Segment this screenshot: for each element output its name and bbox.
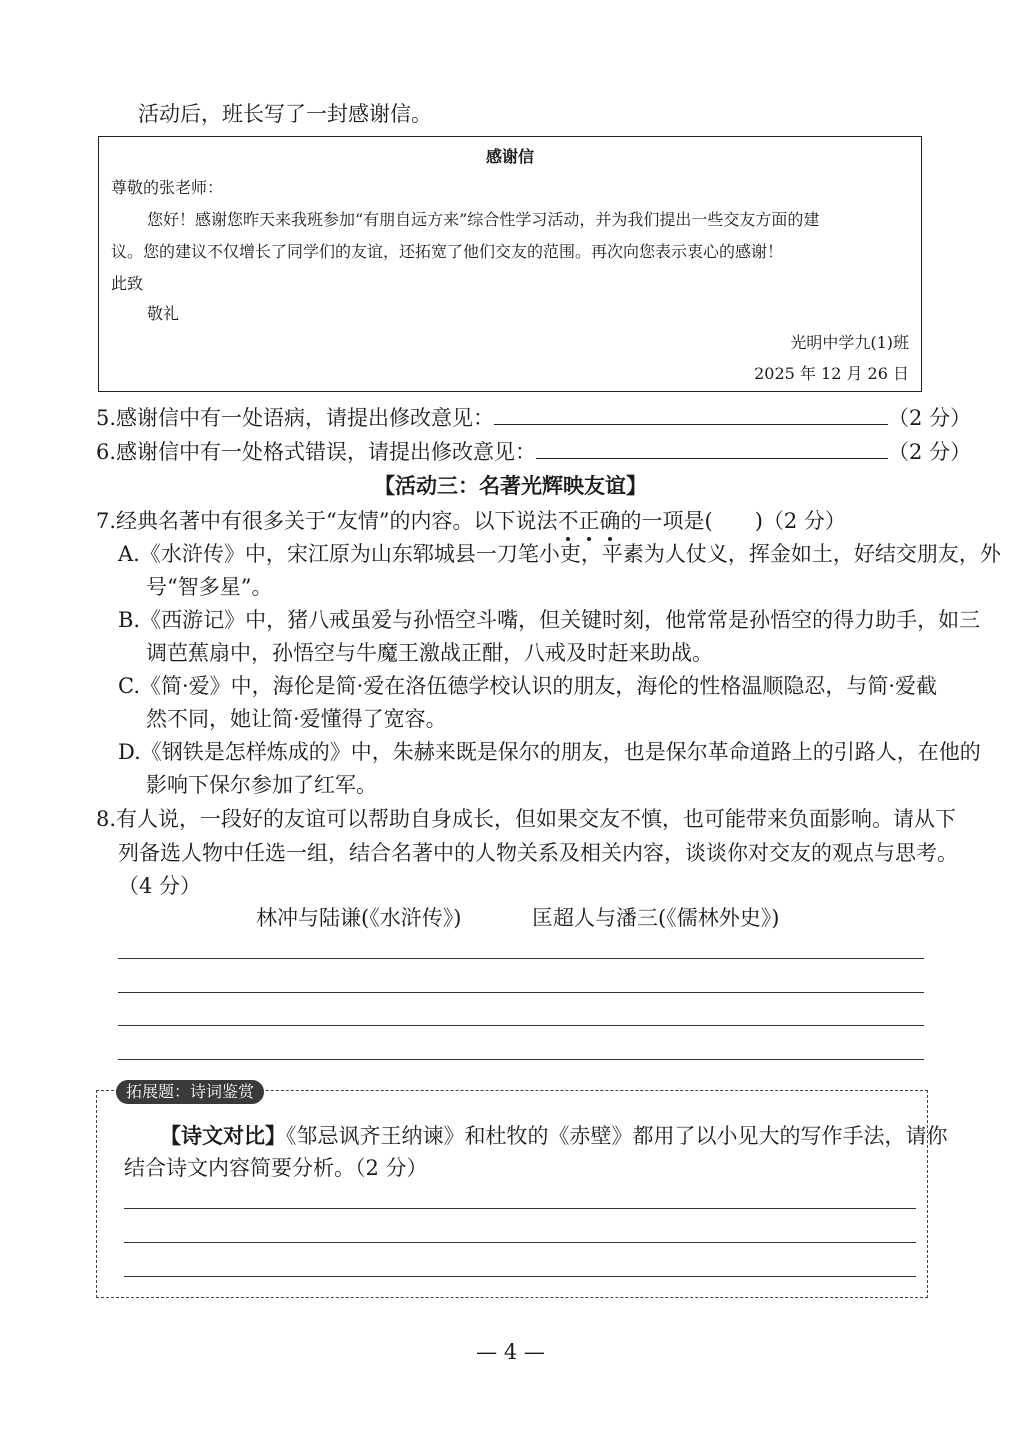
activity-3-heading: 【活动三：名著光辉映友谊】 [374, 473, 647, 498]
extension-label: 【诗文对比】 [160, 1123, 286, 1148]
question-6-points: （2 分） [888, 440, 972, 464]
answer-line[interactable] [118, 958, 924, 959]
option-c-line-1: C.《简·爱》中，海伦是简·爱在洛伍德学校认识的朋友，海伦的性格温顺隐忍，与简·爱截 [118, 674, 938, 698]
letter-salutation: 尊敬的张老师： [111, 178, 224, 197]
option-a-line-1: A.《水浒传》中，宋江原为山东郓城县一刀笔小吏，平素为人仗义，挥金如土，好结交朋友，外 [118, 542, 1001, 566]
question-8-points: （4 分） [118, 874, 202, 898]
letter-title: 感谢信 [485, 147, 534, 166]
thank-you-letter-box [98, 136, 922, 392]
question-8-choice-1: 林冲与陆谦(《水浒传》) [256, 906, 462, 930]
question-5-text: 5.感谢信中有一处语病，请提出修改意见： [96, 406, 495, 430]
option-b-line-2: 调芭蕉扇中，孙悟空与牛魔王激战正酣，八戒及时赶来助战。 [146, 641, 713, 665]
question-5-answer-blank[interactable] [494, 402, 888, 425]
option-b-line-1: B.《西游记》中，猪八戒虽爱与孙悟空斗嘴，但关键时刻，他常常是孙悟空的得力助手，如三 [118, 608, 981, 632]
letter-body-line-2: 议。您的建议不仅增长了同学们的友谊，还拓宽了他们交友的范围。再次向您表示衷心的感谢！ [111, 242, 784, 261]
question-7-stem [96, 505, 846, 537]
answer-line[interactable] [124, 1276, 916, 1277]
question-6-text: 6.感谢信中有一处格式错误，请提出修改意见： [96, 440, 537, 464]
question-5-points: （2 分） [888, 406, 972, 430]
emphasis-char-2: 正 [579, 505, 600, 537]
emphasis-char-1: 不 [558, 505, 579, 537]
option-d-line-2: 影响下保尔参加了红军。 [146, 773, 377, 797]
letter-closing-1: 此致 [111, 274, 144, 293]
question-8-choice-2: 匡超人与潘三(《儒林外史》) [532, 906, 780, 930]
option-c-line-2: 然不同，她让简·爱懂得了宽容。 [146, 707, 447, 731]
letter-closing-2: 敬礼 [147, 304, 180, 323]
answer-line[interactable] [124, 1242, 916, 1243]
question-5 [96, 402, 971, 434]
extension-tag: 拓展题：诗词鉴赏 [116, 1080, 264, 1104]
option-a-line-2: 号“智多星”。 [146, 575, 273, 599]
question-7-stem-part-2: 的一项是( )（2 分） [620, 509, 846, 533]
question-8-line-2: 列备选人物中任选一组，结合名著中的人物关系及相关内容，谈谈你对交友的观点与思考。 [118, 841, 958, 865]
answer-line[interactable] [124, 1208, 916, 1209]
letter-signature: 光明中学九(1)班 [790, 333, 909, 352]
question-8-line-1: 8.有人说，一段好的友谊可以帮助自身成长，但如果交友不慎，也可能带来负面影响。请从下 [96, 807, 957, 831]
question-6 [96, 436, 971, 468]
extension-line-2: 结合诗文内容简要分析。（2 分） [124, 1156, 428, 1180]
answer-line[interactable] [118, 1025, 924, 1026]
extension-line-1-text: 《邹忌讽齐王纳谏》和杜牧的《赤壁》都用了以小见大的写作手法，请你 [286, 1124, 948, 1148]
emphasis-char-3: 确 [600, 505, 621, 537]
letter-date: 2025 年 12 月 26 日 [754, 364, 909, 383]
answer-line[interactable] [118, 1059, 924, 1060]
option-d-line-1: D.《钢铁是怎样炼成的》中，朱赫来既是保尔的朋友，也是保尔革命道路上的引路人，在他的 [118, 740, 981, 764]
letter-body-line-1: 您好！感谢您昨天来我班参加“有朋自远方来”综合性学习活动，并为我们提出一些交友方面的建 [147, 210, 820, 229]
page-number: — 4 — [476, 1340, 545, 1364]
extension-line-1 [160, 1120, 948, 1152]
intro-text: 活动后，班长写了一封感谢信。 [138, 102, 432, 126]
question-7-stem-part-1: 7.经典名著中有很多关于“友情”的内容。以下说法 [96, 509, 558, 533]
question-6-answer-blank[interactable] [536, 436, 888, 459]
answer-line[interactable] [118, 992, 924, 993]
